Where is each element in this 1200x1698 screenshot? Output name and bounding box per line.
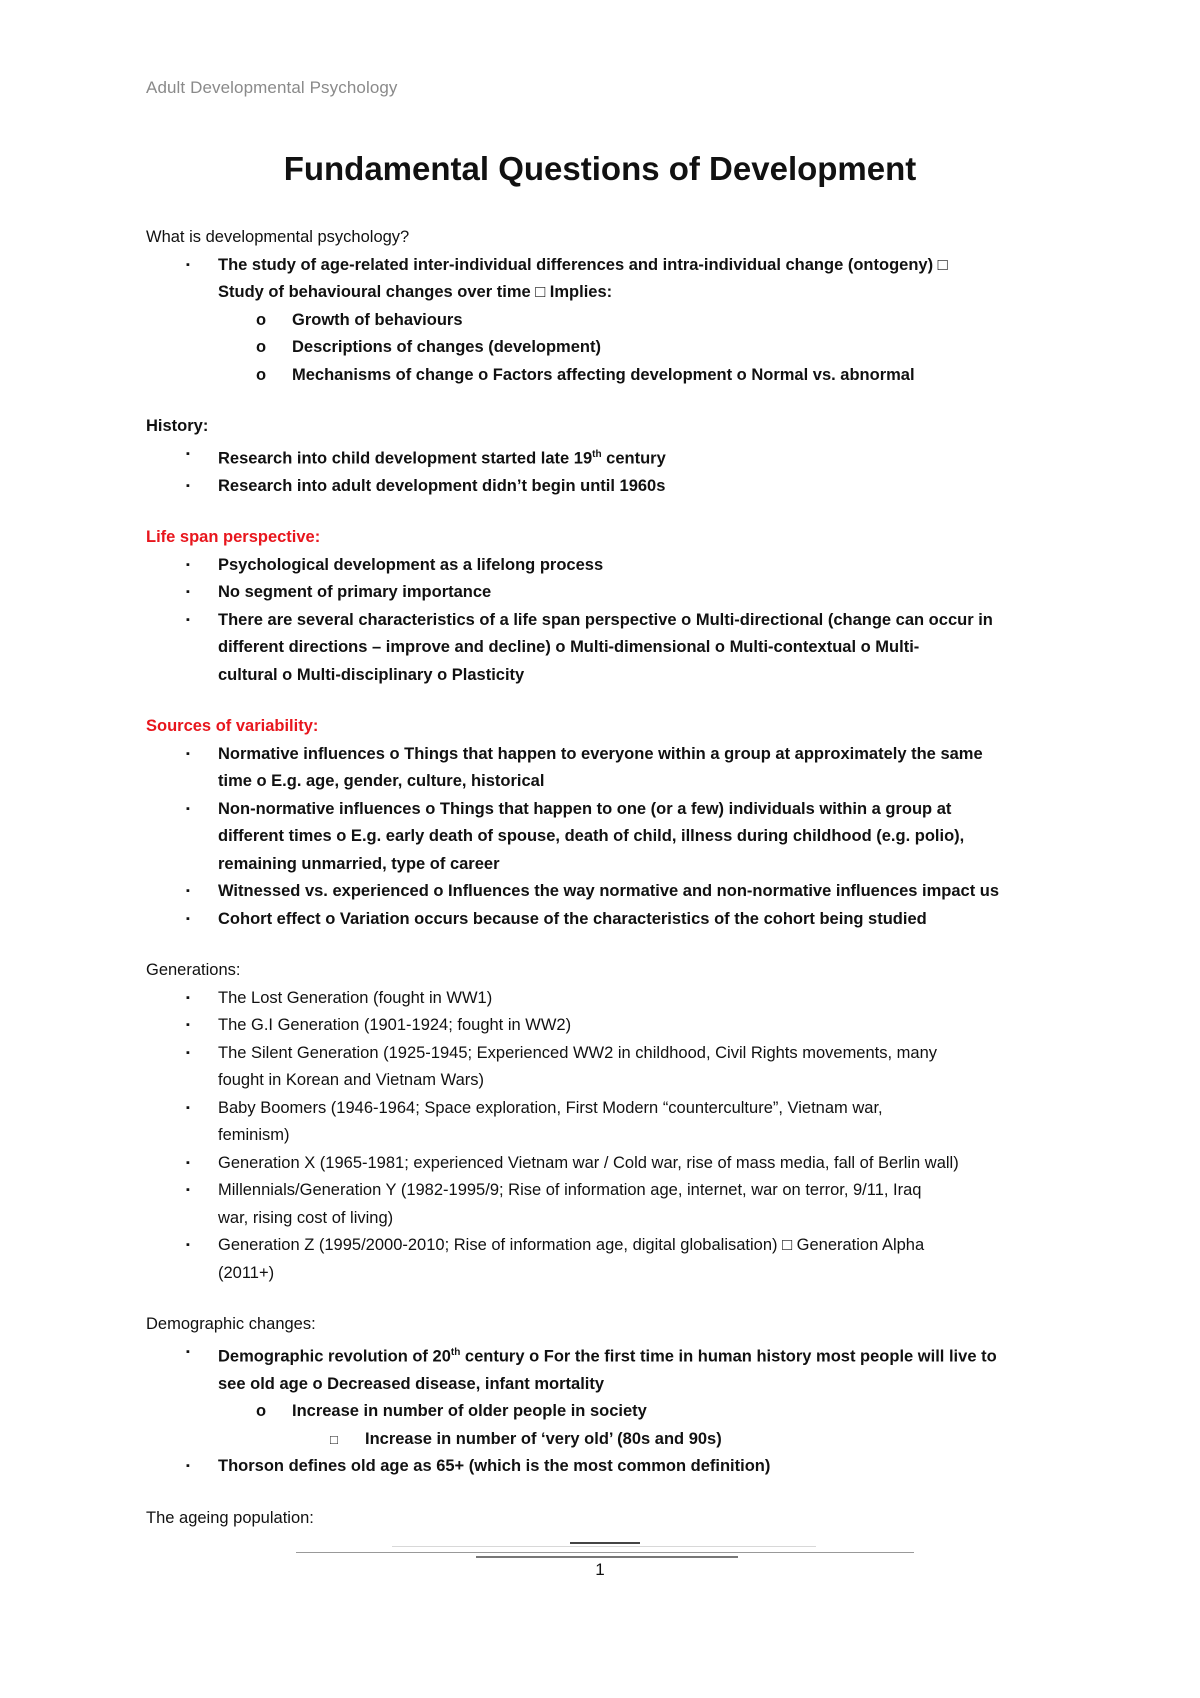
- list-item-text: remaining unmarried, type of career: [218, 854, 500, 873]
- list-item-text: Study of behavioural changes over time □ Implies:: [218, 283, 613, 301]
- bullet-list: [146, 252, 1066, 390]
- list-item: ▪ Research into adult development didn’t begin until 1960s: [146, 473, 1066, 501]
- document-body: [146, 224, 1066, 1556]
- list-item: [146, 1040, 1066, 1095]
- list-item-text: (2011+): [218, 1263, 275, 1282]
- list-item-text: Generation Z (1995/2000-2010; Rise of information age, digital globalisation) □ Generation Alpha: [218, 1236, 925, 1254]
- list-item: [146, 1339, 1066, 1399]
- list-item-text: The study of age-related inter-individual differences and intra-individual change (ontogeny) □: [218, 255, 948, 274]
- list-item-text: different times o E.g. early death of spouse, death of child, illness during childhood (e.g. polio),: [218, 827, 965, 845]
- list-item: ▪ Cohort effect o Variation occurs because of the characteristics of the cohort being studied: [146, 906, 1066, 934]
- list-item-text: different directions – improve and decline) o Multi-dimensional o Multi-contextual o Multi-: [218, 638, 920, 656]
- section-demographic: [146, 1311, 1066, 1481]
- section-heading-life-span: Life span perspective:: [146, 528, 321, 546]
- bullet-list: [146, 741, 1066, 934]
- section-heading-ageing: The ageing population:: [146, 1508, 314, 1527]
- list-item: [146, 796, 1066, 879]
- document-title: Fundamental Questions of Development: [283, 150, 917, 187]
- list-item-text: Research into child development started late 19: [218, 449, 593, 467]
- footer-divider: [476, 1556, 738, 1558]
- footer-divider: [570, 1542, 640, 1544]
- list-item-text: century o For the first time in human history most people will live to: [460, 1347, 997, 1365]
- list-item: ▪ The Lost Generation (fought in WW1): [146, 985, 1066, 1013]
- section-heading-generations: Generations:: [146, 961, 241, 979]
- list-item-text: war, rising cost of living): [218, 1208, 394, 1227]
- list-item: [146, 1095, 1066, 1150]
- list-item: ▪ Generation X (1965-1981; experienced Vietnam war / Cold war, rise of mass media, fall of Berlin wall): [146, 1150, 1066, 1178]
- list-item-text: century: [601, 449, 666, 467]
- sub-sub-list-item: □ Increase in number of ‘very old’ (80s and 90s): [146, 1426, 1066, 1454]
- bullet-list: [146, 985, 1066, 1288]
- bullet-list: [146, 552, 1066, 690]
- footer-divider: [392, 1546, 816, 1547]
- list-item-text: There are several characteristics of a life span perspective o Multi-directional (change can occur in: [218, 610, 993, 629]
- sub-list-item: o Mechanisms of change o Factors affecting development o Normal vs. abnormal: [146, 362, 1066, 390]
- list-item-text: Non-normative influences o Things that happen to one (or a few) individuals within a group at: [218, 799, 952, 818]
- superscript: th: [592, 448, 602, 460]
- section-heading-variability: Sources of variability:: [146, 717, 319, 735]
- footer-divider: [296, 1552, 914, 1553]
- sub-list-item: o Descriptions of changes (development): [146, 334, 1066, 362]
- list-item: [146, 607, 1066, 690]
- list-item-text: Demographic revolution of 20: [218, 1347, 451, 1365]
- list-item: ▪ Thorson defines old age as 65+ (which is the most common definition): [146, 1453, 1066, 1481]
- section-heading-what-is: What is developmental psychology?: [146, 228, 410, 246]
- list-item-text: see old age o Decreased disease, infant mortality: [218, 1374, 605, 1393]
- sub-list-item: o Growth of behaviours: [146, 307, 1066, 335]
- superscript: th: [450, 1346, 461, 1358]
- page-number: 1: [595, 1560, 605, 1579]
- list-item: [146, 1232, 1066, 1287]
- bullet-list: [146, 441, 1066, 501]
- section-variability: [146, 713, 1066, 933]
- section-heading-demographic: Demographic changes:: [146, 1315, 316, 1333]
- list-item-text: The Silent Generation (1925-1945; Experienced WW2 in childhood, Civil Rights movements, many: [218, 1043, 938, 1062]
- section-ageing: [146, 1505, 1066, 1533]
- list-item-text: time o E.g. age, gender, culture, historical: [218, 772, 545, 790]
- section-history: [146, 413, 1066, 500]
- list-item: [146, 1177, 1066, 1232]
- bullet-list: [146, 1339, 1066, 1481]
- section-what-is: [146, 224, 1066, 389]
- list-item: [146, 252, 1066, 307]
- list-item-text: Baby Boomers (1946-1964; Space exploration, First Modern “counterculture”, Vietnam war,: [218, 1098, 883, 1117]
- section-life-span: [146, 524, 1066, 689]
- list-item: ▪ No segment of primary importance: [146, 579, 1066, 607]
- list-item-text: feminism): [218, 1126, 290, 1144]
- sub-list-item: o Increase in number of older people in society: [146, 1398, 1066, 1426]
- list-item: ▪ The G.I Generation (1901-1924; fought in WW2): [146, 1012, 1066, 1040]
- running-header: Adult Developmental Psychology: [146, 78, 398, 97]
- list-item-text: Millennials/Generation Y (1982-1995/9; Rise of information age, internet, war on terror, 9/11, Iraq: [218, 1181, 922, 1199]
- list-item: [146, 741, 1066, 796]
- list-item: [146, 441, 1066, 473]
- list-item-text: Normative influences o Things that happen to everyone within a group at approximately the same: [218, 744, 983, 763]
- list-item: ▪ Psychological development as a lifelong process: [146, 552, 1066, 580]
- section-heading-history: History:: [146, 417, 209, 435]
- list-item-text: fought in Korean and Vietnam Wars): [218, 1071, 484, 1089]
- section-generations: [146, 957, 1066, 1287]
- list-item-text: cultural o Multi-disciplinary o Plasticity: [218, 665, 525, 684]
- list-item: ▪ Witnessed vs. experienced o Influences the way normative and non-normative influences impact us: [146, 878, 1066, 906]
